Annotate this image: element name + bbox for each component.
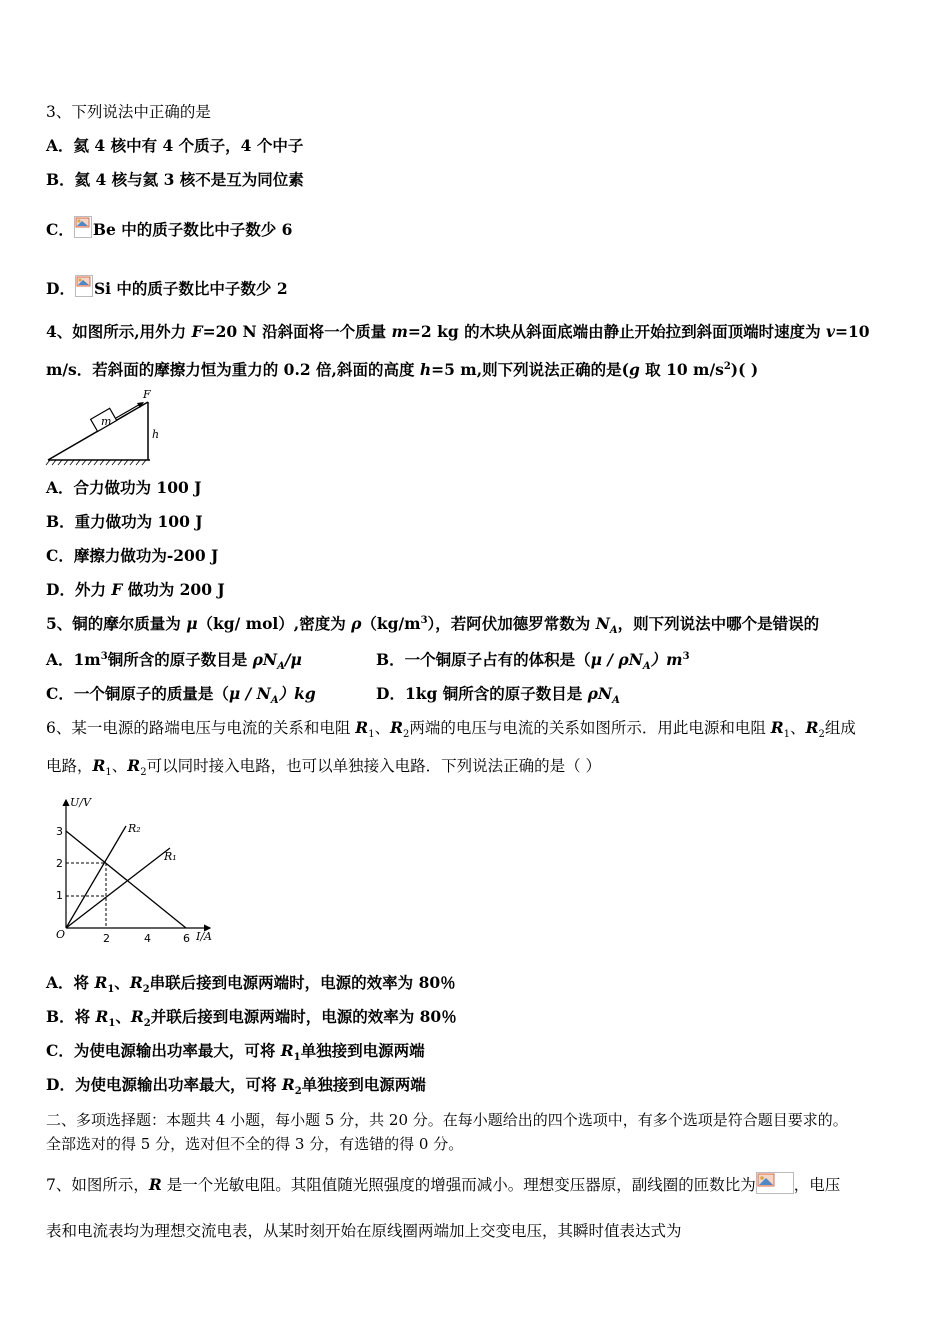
- q6-option-b: B．将 $R_1$、$R_2$并联后接到电源两端时，电源的效率为 80％: [46, 1007, 457, 1030]
- q5-option-a: A．$1m^3$铜所含的原子数目是 $\rho N_A/\mu$: [46, 650, 302, 673]
- r2-line: [66, 826, 126, 928]
- y-tick-1: 1: [56, 889, 63, 902]
- incline-figure: [44, 386, 164, 466]
- q5-option-c: C．一个铜原子的质量是$(\mu / N_A)kg$: [46, 684, 316, 707]
- q7-stem-line1: 7、如图所示，R 是一个光敏电阻。其阻值随光照强度的增强而减小。理想变压器原，副线圈的匝数比为 ，电压: [46, 1172, 840, 1195]
- q3-option-d: D． Si 中的质子数比中子数少 2: [46, 275, 288, 299]
- q3-option-a: A．氦 4 核中有 4 个质子，4 个中子: [46, 136, 304, 155]
- section2-line1: 二、多项选择题：本题共 4 小题，每小题 5 分，共 20 分。在每小题给出的四个选项中，有多个选项是符合题目要求的。: [46, 1111, 848, 1129]
- q5-stem: 5、铜的摩尔质量为 μ（kg/ mol）,密度为 $\rho(kg/m^3)$，若阿伏加德罗常数为 $N_A$，则下列说法中哪个是错误的: [46, 614, 820, 637]
- x-tick-4: 4: [144, 932, 151, 945]
- q4-option-d: D．外力 F 做功为 200 J: [46, 580, 225, 599]
- fig-height-label: h: [152, 428, 160, 441]
- broken-image-icon: [74, 216, 92, 238]
- fig-mass-label: m: [101, 415, 112, 428]
- q6-option-c: C．为使电源输出功率最大，可将 $R_1$单独接到电源两端: [46, 1041, 425, 1064]
- q4-stem-line2: m/s．若斜面的摩擦力恒为重力的 0.2 倍,斜面的高度 h=5 m,则下列说法正确的是(g 取 10 $m/s^2$)( ): [46, 360, 759, 379]
- section2-line2: 全部选对的得 5 分，选对但不全的得 3 分，有选错的得 0 分。: [46, 1135, 464, 1153]
- q4-stem-line1: 4、如图所示,用外力 F=20 N 沿斜面将一个质量 m=2 kg 的木块从斜面底端由静止开始拉到斜面顶端时速度为 v=10: [46, 322, 870, 341]
- broken-image-icon: [756, 1172, 794, 1194]
- q4-option-c: C．摩擦力做功为-200 J: [46, 546, 219, 565]
- q5-option-d: D．1kg 铜所含的原子数目是 $\rho N_A$: [376, 684, 620, 707]
- origin-label: O: [56, 928, 66, 941]
- q3-stem: 3、下列说法中正确的是: [46, 103, 211, 121]
- q4-option-a: A．合力做功为 100 J: [46, 478, 202, 497]
- q6-option-d: D．为使电源输出功率最大，可将 $R_2$单独接到电源两端: [46, 1075, 426, 1098]
- q7-stem-line2: 表和电流表均为理想交流电表，从某时刻开始在原线圈两端加上交变电压，其瞬时值表达式为: [46, 1222, 682, 1240]
- q3-option-b: B．氦 4 核与氦 3 核不是互为同位素: [46, 170, 304, 189]
- q6-stem-line2: 电路，$R_1$、$R_2$可以同时接入电路，也可以单独接入电路．下列说法正确的是（ ）: [46, 756, 601, 779]
- r1-line: [66, 848, 170, 928]
- y-axis-label: U/V: [70, 796, 91, 809]
- x-tick-2: 2: [103, 932, 110, 945]
- broken-image-icon: [75, 275, 93, 297]
- q4-option-b: B．重力做功为 100 J: [46, 512, 203, 531]
- y-tick-3: 3: [56, 825, 63, 838]
- u-i-graph: [50, 790, 220, 950]
- q3-option-c: C． Be 中的质子数比中子数少 6: [46, 216, 292, 240]
- fig-force-label: F: [143, 388, 151, 401]
- x-tick-6: 6: [183, 932, 190, 945]
- q6-option-a: A．将 $R_1$、$R_2$串联后接到电源两端时，电源的效率为 80％: [46, 973, 456, 996]
- r2-label: R₂: [128, 822, 141, 835]
- r1-label: R₁: [164, 850, 177, 863]
- y-tick-2: 2: [56, 857, 63, 870]
- q5-option-b: B．一个铜原子占有的体积是$(\mu / \rho N_A)m^3$: [376, 650, 690, 673]
- q6-stem-line1: 6、某一电源的路端电压与电流的关系和电阻 $R_1$、$R_2$两端的电压与电流的关系如图所示．用此电源和电阻 $R_1$、$R_2$组成: [46, 718, 856, 741]
- x-axis-label: I/A: [196, 930, 212, 943]
